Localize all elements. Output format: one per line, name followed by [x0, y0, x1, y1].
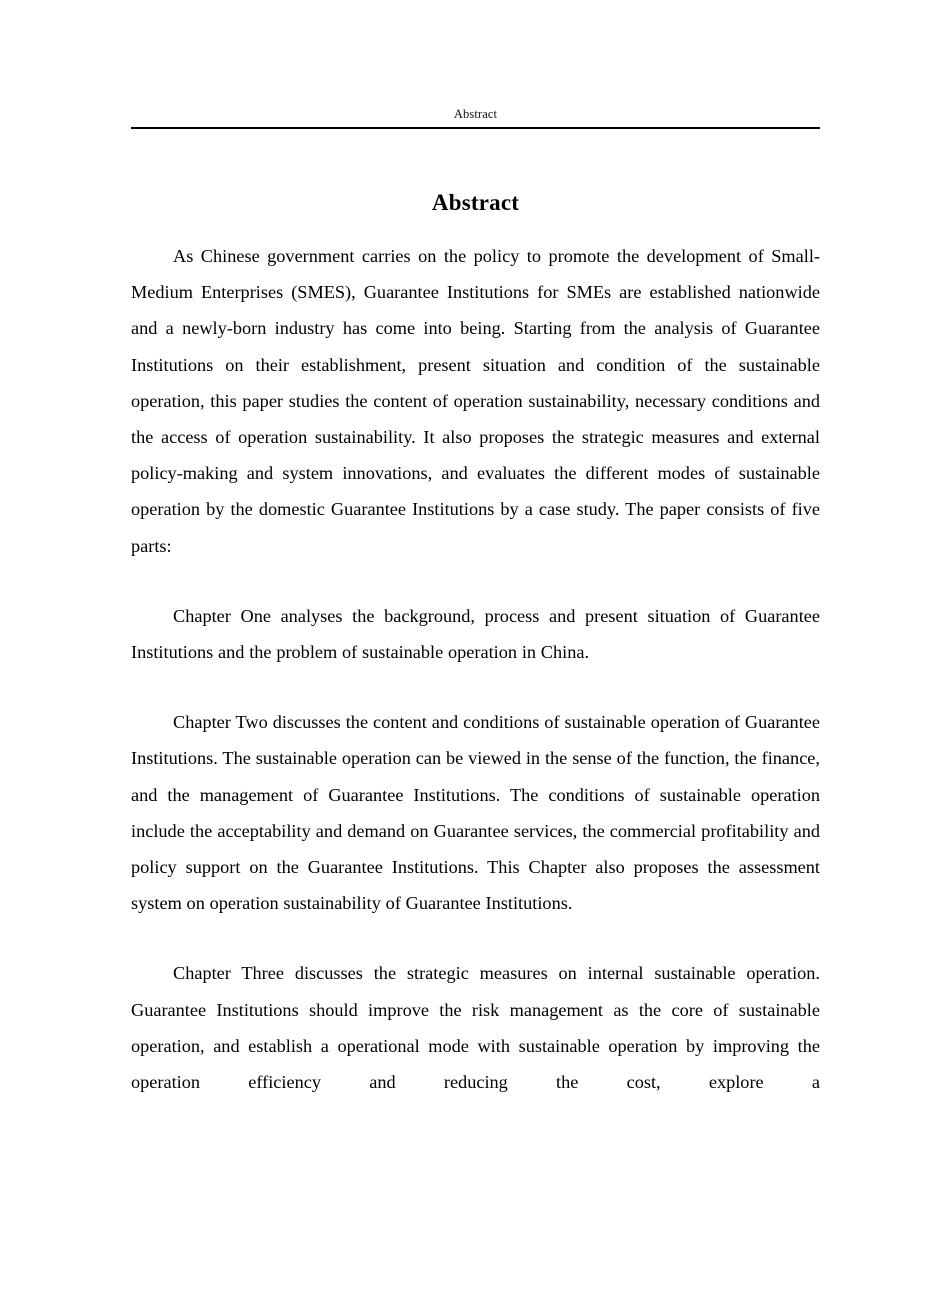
- paragraph-chapter-one: Chapter One analyses the background, process and present situation of Guarantee Institutions and the problem of sustainable operation in China.: [131, 605, 820, 663]
- paragraph-chapter-two: Chapter Two discusses the content and conditions of sustainable operation of Guarantee Institutions. The sustainable operation can be viewed in the sense of the function, the finance, and the management of Guarantee Institutions. The conditions of sustainable operation include the acceptability and demand on Guarantee services, the commercial profitability and policy support on the Guarantee Institutions. This Chapter also proposes the assessment system on operation sustainability of Guarantee Institutions.: [131, 712, 820, 914]
- abstract-body: [131, 238, 820, 1136]
- paragraph-chapter-three: Chapter Three discusses the strategic measures on internal sustainable operation. Guarantee Institutions should improve the risk management as the core of sustainable operation, and establish a operational mode with sustainable operation by improving the operation efficiency and reducing the cost, explore a: [131, 963, 820, 1093]
- page-bottom-clip: [0, 1142, 950, 1316]
- page-title: Abstract: [431, 190, 520, 216]
- running-header: Abstract: [453, 107, 498, 121]
- header-rule: [131, 127, 820, 129]
- paragraph-intro: As Chinese government carries on the policy to promote the development of Small-Medium Enterprises (SMES), Guarantee Institutions for SMEs are established nationwide and a newly-born industry has come into being. Starting from the analysis of Guarantee Institutions on their establishment, present situation and condition of the sustainable operation, this paper studies the content of operation sustainability, necessary conditions and the access of operation sustainability. It also proposes the strategic measures and external policy-making and system innovations, and evaluates the different modes of sustainable operation by the domestic Guarantee Institutions by a case study. The paper consists of five parts:: [131, 246, 820, 556]
